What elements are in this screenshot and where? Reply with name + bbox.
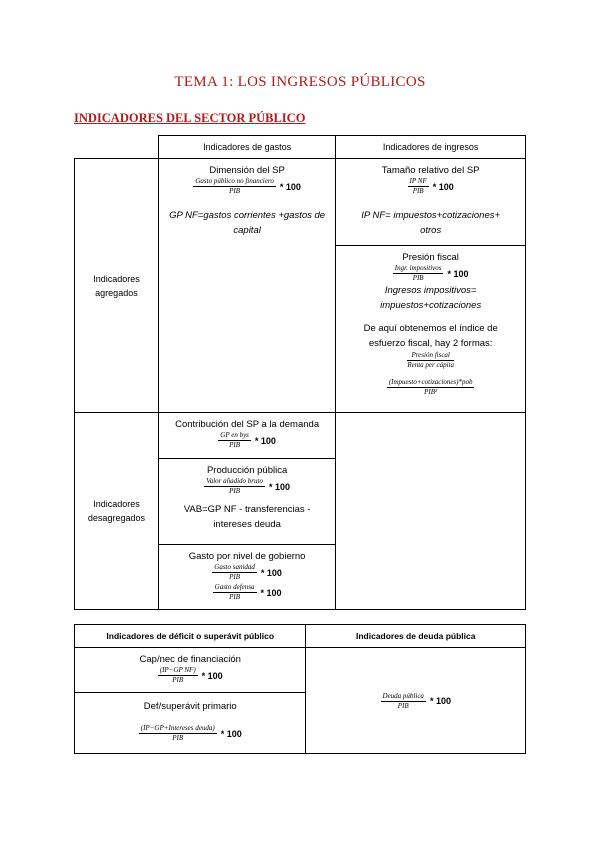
tamano-title: Tamaño relativo del SP	[381, 165, 480, 176]
esfuerzo-text: De aquí obtenemos el índice de esfuerzo fiscal, hay 2 formas:	[363, 323, 498, 349]
nivel-formula-2: $\frac{\text{Gasto defensa}}{\text{PIB}}$ * 100	[214, 583, 282, 601]
dimension-note: GP NF=gastos corrientes +gastos de capital	[169, 210, 326, 236]
row-label-agregados: Indicadores agregados	[75, 159, 159, 413]
empty-corner	[75, 136, 159, 159]
capnec-title: Cap/nec de financiación	[139, 654, 241, 665]
esfuerzo-formula-2: $\frac{\text{(Impuesto+cotizaciones)*pob}}{\text{PIB²}}$	[388, 378, 473, 396]
indicadores-table	[74, 135, 526, 610]
cell-nivel	[158, 545, 335, 610]
capnec-formula: $\frac{\text{(IP−GP NF)}}{\text{PIB}}$ * 100	[159, 666, 223, 684]
page-title: TEMA 1: LOS INGRESOS PÚBLICOS	[174, 74, 426, 90]
presion-note: Ingresos impositivos= impuestos+cotizaciones	[380, 285, 482, 311]
cell-deuda	[306, 648, 526, 754]
nivel-title: Gasto por nivel de gobierno	[188, 551, 306, 562]
header-deficit: Indicadores de déficit o superávit público	[75, 625, 306, 648]
section-heading: INDICADORES DEL SECTOR PÚBLICO	[74, 111, 306, 125]
produccion-formula: $\frac{\text{Valor añadido bruto}}{\text{PIB}}$ * 100	[206, 477, 291, 495]
cell-capnec	[75, 648, 306, 693]
cell-presion	[336, 246, 526, 413]
primario-formula: $\frac{\text{(IP−GP+Intereses deuda)}}{\text{PIB}}$ * 100	[140, 724, 242, 742]
header-gastos: Indicadores de gastos	[158, 136, 335, 159]
cell-dimension	[158, 159, 335, 413]
cell-primario	[75, 693, 306, 754]
cell-tamano	[336, 159, 526, 246]
tamano-formula: $\frac{\text{IP NF}}{\text{PIB}}$ * 100	[409, 177, 454, 195]
deficit-deuda-table	[74, 624, 526, 754]
cell-produccion	[158, 459, 335, 545]
header-deuda: Indicadores de deuda pública	[306, 625, 526, 648]
row-label-desagregados: Indicadores desagregados	[75, 413, 159, 610]
presion-title: Presión fiscal	[402, 252, 459, 263]
dimension-formula: $\frac{\text{Gasto público no financiero}}{\text{PIB}}$ * 100	[195, 177, 301, 195]
produccion-note: VAB=GP NF - transferencias - intereses deuda	[183, 504, 311, 530]
contribucion-title: Contribución del SP a la demanda	[175, 419, 320, 430]
cell-empty-ingresos-desagregados	[336, 413, 526, 610]
deuda-formula: $\frac{\text{Deuda pública}}{\text{PIB}}$ * 100	[382, 691, 451, 710]
presion-formula: $\frac{\text{Ingr. impositivos}}{\text{PIB}}$ * 100	[394, 264, 469, 282]
header-ingresos: Indicadores de ingresos	[336, 136, 526, 159]
nivel-formula-1: $\frac{\text{Gasto sanidad}}{\text{PIB}}$ * 100	[214, 563, 282, 581]
dimension-title: Dimensión del SP	[209, 165, 285, 176]
cell-contribucion	[158, 413, 335, 459]
esfuerzo-formula-1: $\frac{\text{Presión fiscal}}{\text{Renta per cápita}}$	[407, 351, 454, 369]
produccion-title: Producción pública	[206, 465, 288, 476]
primario-title: Def/superávit primario	[143, 701, 237, 712]
contribucion-formula: $\frac{\text{GP en bys}}{\text{PIB}}$ * 100	[220, 431, 276, 449]
tamano-note: IP NF= impuestos+cotizaciones+ otros	[361, 210, 501, 236]
